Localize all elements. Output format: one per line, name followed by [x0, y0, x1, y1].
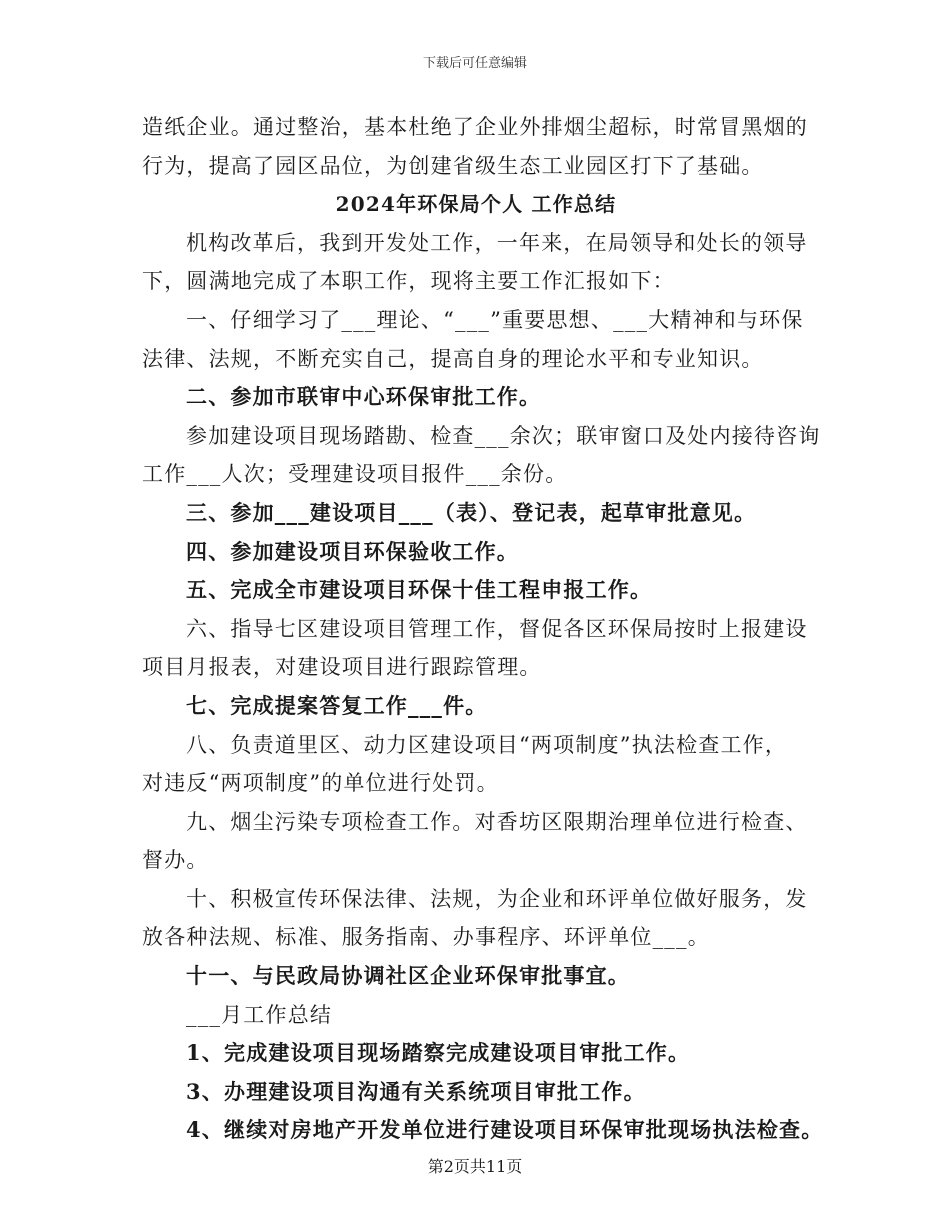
body-line: 造纸企业。通过整治，基本杜绝了企业外排烟尘超标，时常冒黑烟的: [142, 115, 808, 139]
body-line: 六、指导七区建设项目管理工作，督促各区环保局按时上报建设: [186, 616, 808, 641]
body-line: 放各种法规、标准、服务指南、办事程序、环评单位___。: [142, 925, 710, 950]
heading-line: 1、完成建设项目现场踏察完成建设项目审批工作。: [186, 1040, 691, 1066]
page-number: 第2页共11页: [427, 1157, 523, 1176]
body-line: 工作___人次；受理建设项目报件___余份。: [142, 462, 568, 487]
document-body: [142, 108, 824, 1150]
body-line: ___月工作总结: [186, 1002, 333, 1027]
section-title: 2024年环保局个人 工作总结: [335, 192, 617, 217]
body-line: 法律、法规，不断充实自己，提高自身的理论水平和专业知识。: [142, 346, 764, 371]
heading-line: 二、参加市联审中心环保审批工作。: [186, 384, 542, 410]
heading-line: 四、参加建设项目环保验收工作。: [186, 538, 519, 564]
heading-line: 五、完成全市建设项目环保十佳工程申报工作。: [186, 577, 653, 603]
heading-line: 七、完成提案答复工作___件。: [186, 692, 488, 718]
body-line: 行为，提高了园区品位，为创建省级生态工业园区打下了基础。: [142, 153, 764, 178]
heading-line: 三、参加___建设项目___（表）、登记表，起草审批意见。: [186, 499, 757, 525]
heading-line: 4、继续对房地产开发单位进行建设项目环保审批现场执法检查。: [186, 1117, 824, 1143]
body-line: 督办。: [142, 848, 209, 873]
body-line: 八、负责道里区、动力区建设项目“两项制度”执法检查工作，: [186, 732, 788, 757]
body-line: 对违反“两项制度”的单位进行处罚。: [142, 771, 499, 796]
body-line: 项目月报表，对建设项目进行跟踪管理。: [142, 655, 542, 680]
body-line: 机构改革后，我到开发处工作，一年来，在局领导和处长的领导: [186, 230, 808, 255]
body-line: 参加建设项目现场踏勘、检查___余次；联审窗口及处内接待咨询: [186, 423, 821, 448]
body-line: 一、仔细学习了___理论、“___”重要思想、___大精神和与环保: [186, 307, 804, 332]
heading-line: 十一、与民政局协调社区企业环保审批事宜。: [186, 963, 630, 989]
body-line: 九、烟尘污染专项检查工作。对香坊区限期治理单位进行检查、: [186, 809, 808, 834]
body-line: 下，圆满地完成了本职工作，现将主要工作汇报如下：: [142, 269, 675, 294]
header-note: 下载后可任意编辑: [422, 56, 527, 71]
body-line: 十、积极宣传环保法律、法规，为企业和环评单位做好服务，发: [186, 886, 808, 911]
heading-line: 3、办理建设项目沟通有关系统项目审批工作。: [186, 1078, 646, 1104]
